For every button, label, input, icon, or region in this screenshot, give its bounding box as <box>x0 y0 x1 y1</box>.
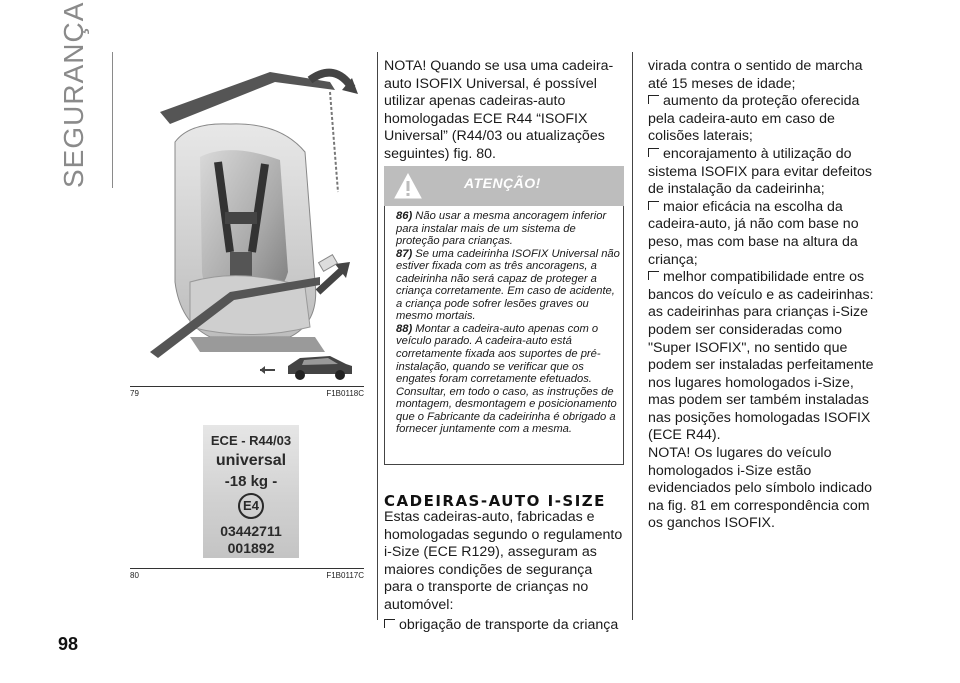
warning-item <box>396 323 620 436</box>
warning-item <box>396 248 620 323</box>
figure-79-rule <box>130 386 364 387</box>
bullet-text: aumento da proteção oferecida pela cadeira-auto em caso de colisões laterais; <box>648 93 860 145</box>
column-2-body <box>384 509 624 634</box>
bullet-continuation: virada contra o sentido de marcha até 15 meses de idade; <box>648 58 863 92</box>
side-title-rule <box>112 52 113 188</box>
warning-number: 86) <box>396 210 413 222</box>
warning-number: 88) <box>396 322 413 335</box>
bullet-icon <box>648 201 659 210</box>
column-divider-2 <box>632 52 633 620</box>
section-heading-isize: CADEIRAS-AUTO I-SIZE <box>384 492 606 510</box>
bullet-icon <box>648 148 659 157</box>
warning-header <box>384 166 624 206</box>
label-category: universal <box>215 452 287 469</box>
figure-79-code: F1B0118C <box>326 389 364 398</box>
bullet-item <box>648 146 880 199</box>
label-e-mark: E4 <box>238 493 264 519</box>
bullet-icon <box>648 271 659 280</box>
column-3 <box>648 58 880 533</box>
warning-item-text: Não usar a mesma ancoragem inferior para instalar mais de um sistema de proteção para crianças. <box>396 210 607 248</box>
label-weight: -18 kg - <box>224 473 278 490</box>
figure-79-number: 79 <box>130 389 139 398</box>
warning-item-text: Se uma cadeirinha ISOFIX Universal não estiver fixada com as três ancoragens, a cadeirinha não será capaz de proteger a criança corretamente. Em caso de acidente, a criança pode sofrer lesões graves ou mesmo mortais. <box>396 247 620 323</box>
label-serial-number: 001892 <box>227 540 275 556</box>
super-isofix-paragraph: as cadeirinhas para crianças i-Size podem ser consideradas como "Super ISOFIX", no sentido que podem ser instaladas perfeitamente nos lugares homologados i-Size, mas podem ser também instaladas nas posições homologadas ISOFIX (ECE R44). <box>648 304 874 444</box>
bullet-item <box>384 617 624 635</box>
bullet-text: obrigação de transporte da criança <box>399 616 619 633</box>
figure-80-approval-label <box>203 425 299 558</box>
warning-title: ATENÇÃO! <box>464 175 541 191</box>
bullet-item <box>648 199 880 269</box>
child-seat-illustration <box>130 52 364 384</box>
bullet-item <box>648 269 880 304</box>
warning-number: 87) <box>396 247 413 260</box>
isize-paragraph: Estas cadeiras-auto, fabricadas e homologadas segundo o regulamento i-Size (ECE R129), asseguram as maiores condições de segurança para o transporte de crianças no automóvel: <box>384 509 623 613</box>
warning-text <box>396 210 620 436</box>
figure-80-code: F1B0117C <box>326 571 364 580</box>
section-side-title: SEGURANÇA <box>58 1 89 188</box>
figure-80-number: 80 <box>130 571 139 580</box>
intro-note: NOTA! Quando se usa uma cadeira-auto ISOFIX Universal, é possível utilizar apenas cadeiras-auto homologadas ECE R44 “ISOFIX Universal” (R44/03 ou atualizações seguintes) fig. 80. <box>384 58 614 162</box>
bullet-icon <box>648 95 659 104</box>
figure-80-rule <box>130 568 364 569</box>
warning-triangle-icon <box>394 173 422 199</box>
isize-note-paragraph: NOTA! Os lugares do veículo homologados i-Size estão evidenciados pelo símbolo indicado na fig. 81 em correspondência com os ganchos ISOFIX. <box>648 445 872 532</box>
bullet-item <box>648 93 880 146</box>
label-approval-number: 03442711 <box>220 523 282 539</box>
warning-item-text: Montar a cadeira-auto apenas com o veículo parado. A cadeira-auto está corretamente fixada aos suportes de pré-instalação, quando se verificar que os engates foram corretamente efetuados. Consultar, em todo o caso, as instruções de montagem, desmontagem e posicionamento que o Fabricante da cadeirinha é obrigado a fornecer juntamente com a mesma. <box>396 322 617 436</box>
column-divider-1 <box>377 52 378 620</box>
label-regulation: ECE - R44/03 <box>210 433 292 448</box>
bullet-text: melhor compatibilidade entre os bancos do veículo e as cadeirinhas: <box>648 269 874 303</box>
figure-79 <box>130 52 364 384</box>
warning-item <box>396 210 620 248</box>
bullet-text: maior eficácia na escolha da cadeira-auto, já não com base no peso, mas com base na altura da criança; <box>648 198 859 268</box>
bullet-icon <box>384 619 395 628</box>
page-number: 98 <box>58 634 79 654</box>
bullet-text: encorajamento à utilização do sistema ISOFIX para evitar defeitos de instalação da cadeirinha; <box>648 145 872 198</box>
column-2-intro <box>384 58 624 164</box>
